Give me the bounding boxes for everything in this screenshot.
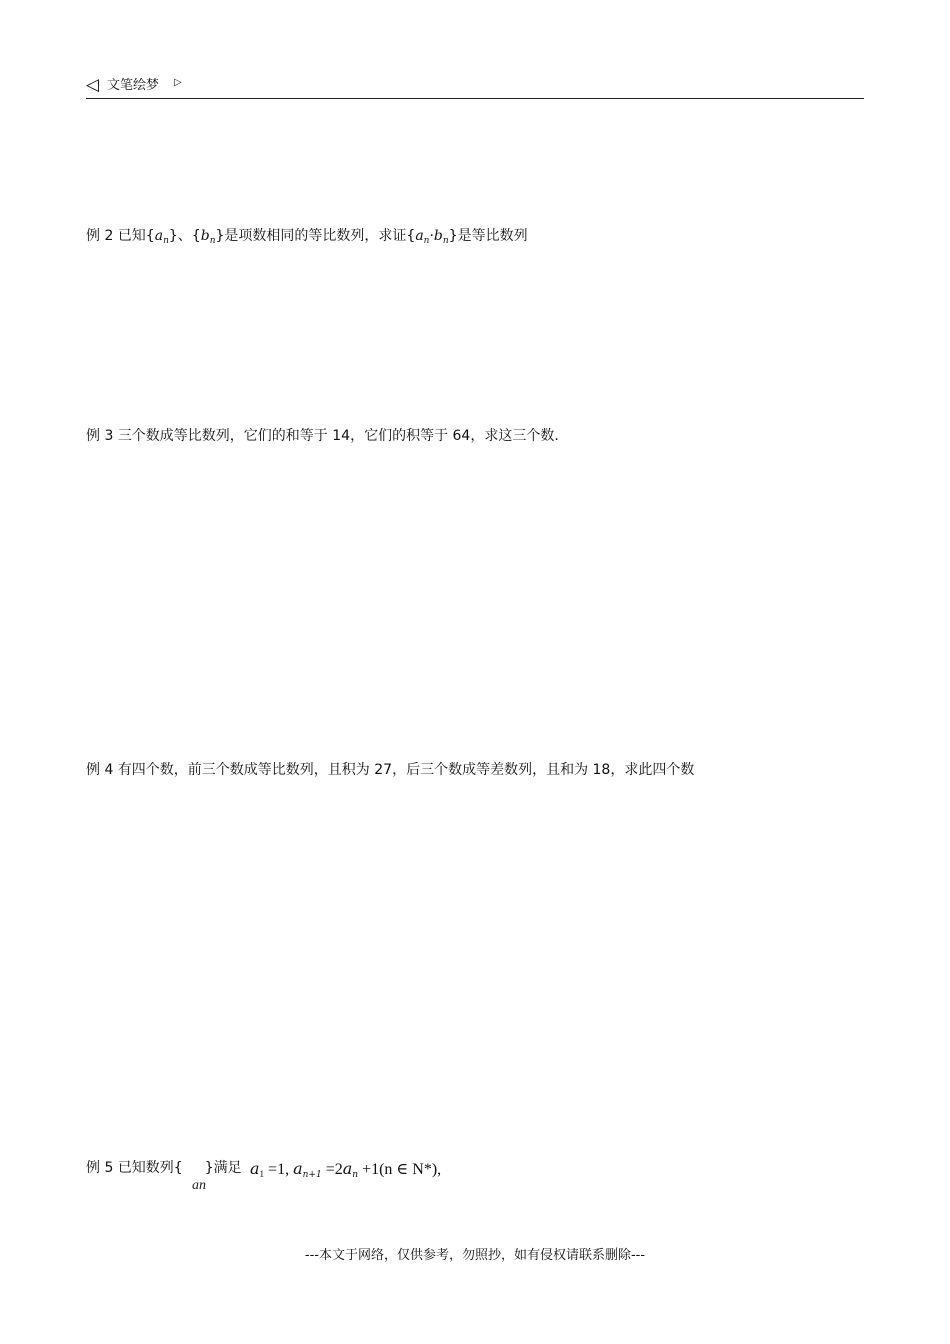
example-label: 例 2 (86, 228, 114, 244)
example-4 (86, 760, 694, 780)
recurrence-formula: $a_1 =1$, $a_{n+1} =2a_n +1(n$ ∈ N*), (250, 1159, 442, 1180)
example-label: 例 3 (86, 428, 114, 444)
page-footer: ---本文于网络，仅供参考，勿照抄，如有侵权请联系删除--- (304, 1248, 646, 1263)
example-2 (86, 226, 528, 246)
example-text: 有四个数，前三个数成等比数列，且积为 27，后三个数成等差数列，且和为 18，求此四个数 (117, 762, 695, 778)
example-text: 三个数成等比数列，它们的和等于 14，它们的积等于 64，求这三个数. (117, 428, 559, 444)
page-header (86, 74, 864, 99)
header-title: 文笔绘梦 (107, 78, 160, 93)
example-text: 已知$\{a_n\}$、$\{b_n\}$是项数相同的等比数列，求证$\{a_n\cdot b_n\}$是等比数列 (117, 228, 528, 246)
sequence-symbol: an (192, 1178, 206, 1193)
right-triangle-icon: ▷ (174, 77, 182, 88)
example-3 (86, 426, 559, 446)
left-triangle-icon: ◁ (86, 75, 100, 95)
example-text: 例 5 已知数列{ }满足 (86, 1160, 242, 1176)
example-label: 例 4 (86, 762, 114, 778)
